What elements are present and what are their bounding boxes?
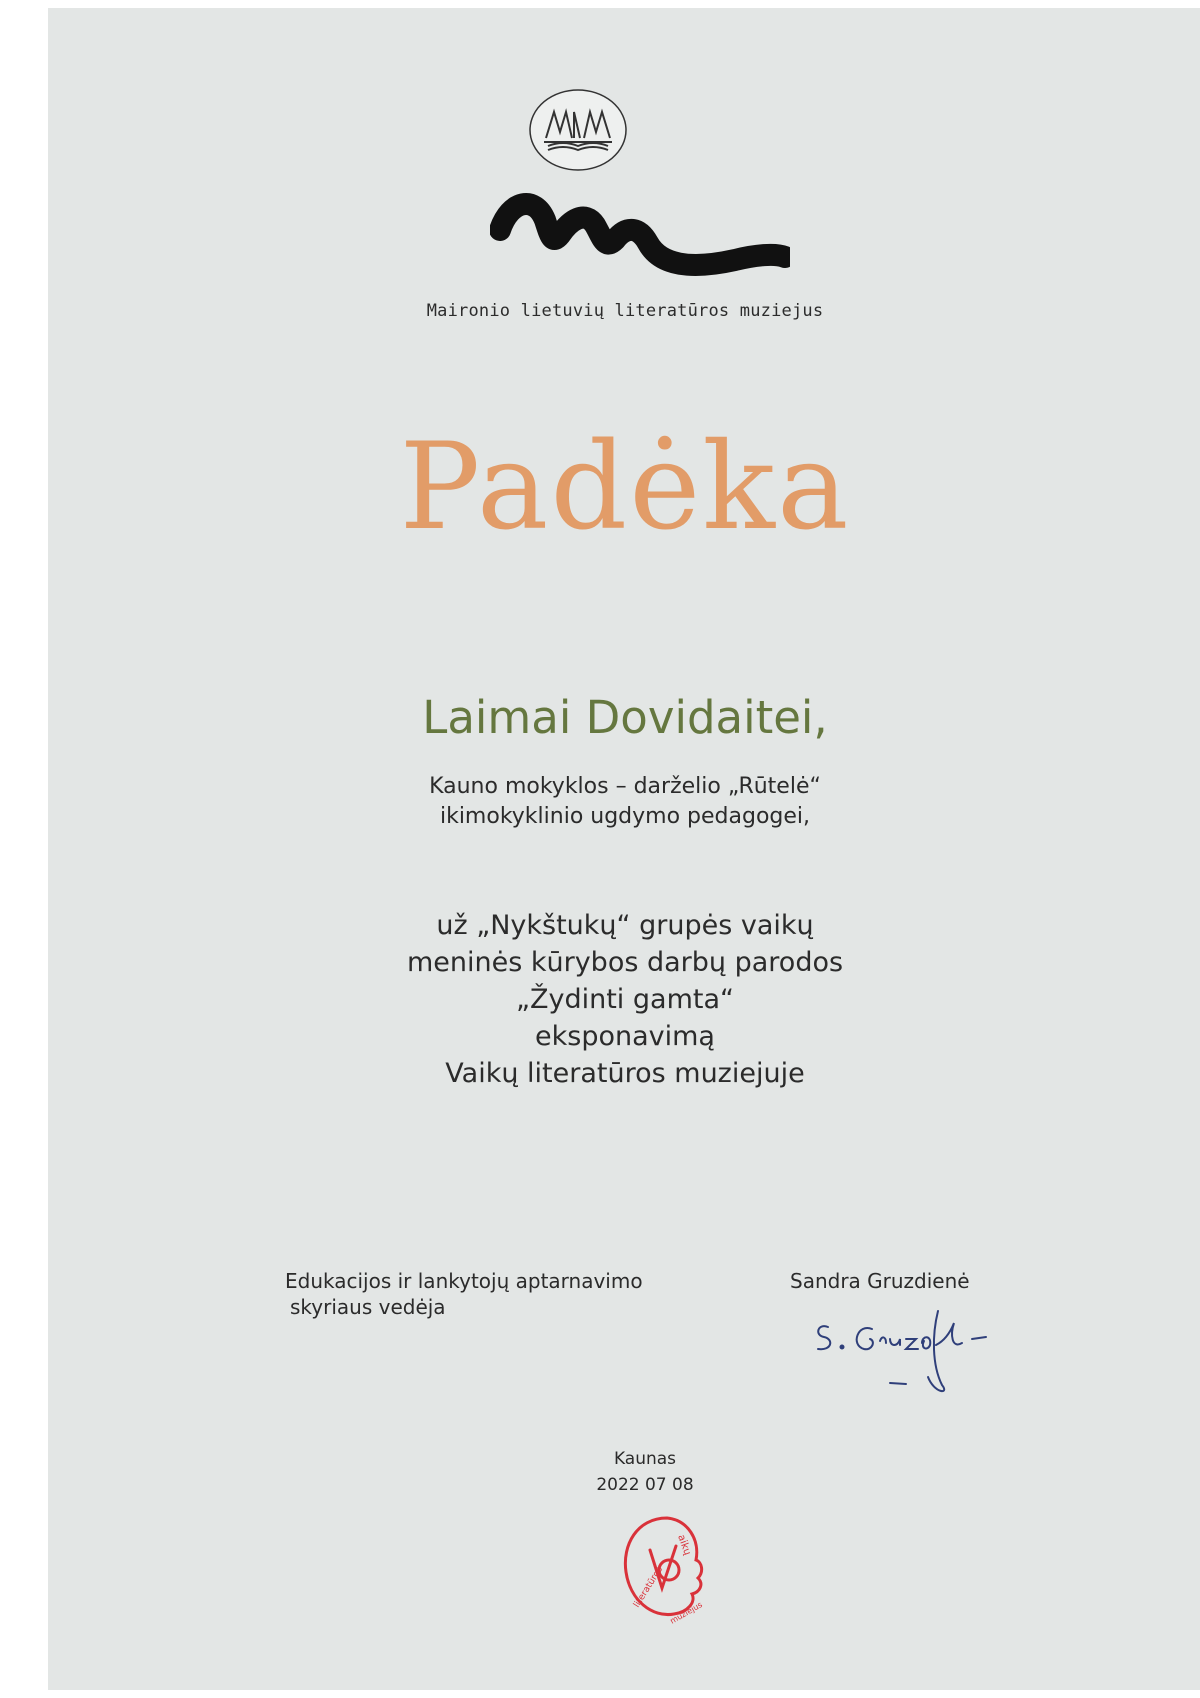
museum-emblem-logo: [528, 88, 628, 172]
signatory-position-line-2: skyriaus vedėja: [290, 1295, 446, 1319]
recipient-role-line-2: ikimokyklinio ugdymo pedagogei,: [439, 804, 811, 829]
body-line-1: už „Nykštukų“ grupės vaikų: [436, 910, 814, 941]
body-line-3: „Žydinti gamta“: [516, 984, 734, 1015]
museum-brush-logo: [490, 185, 790, 290]
body-line-4: eksponavimą: [535, 1021, 715, 1052]
place: Kaunas: [613, 1449, 677, 1469]
signatory-name: Sandra Gruzdienė: [790, 1269, 970, 1293]
signatory-position-line-1: Edukacijos ir lankytojų aptarnavimo: [285, 1269, 643, 1293]
recipient-role-line-1: Kauno mokyklos – darželio „Rūtelė“: [429, 774, 821, 799]
body-line-5: Vaikų literatūros muziejuje: [445, 1058, 805, 1089]
svg-text:literatūros: literatūros: [632, 1565, 666, 1610]
childrens-literature-museum-logo: [612, 1510, 722, 1630]
body-line-2: meninės kūrybos darbų parodos: [406, 947, 844, 978]
certificate-title: Padėka: [399, 418, 851, 557]
svg-text:muziejus: muziejus: [668, 1600, 704, 1626]
museum-name: Maironio lietuvių literatūros muziejus: [426, 301, 824, 321]
recipient-name: Laimai Dovidaitei,: [422, 691, 828, 744]
svg-text:aikų: aikų: [675, 1533, 693, 1557]
handwritten-signature: [810, 1305, 1010, 1395]
date: 2022 07 08: [596, 1475, 694, 1495]
